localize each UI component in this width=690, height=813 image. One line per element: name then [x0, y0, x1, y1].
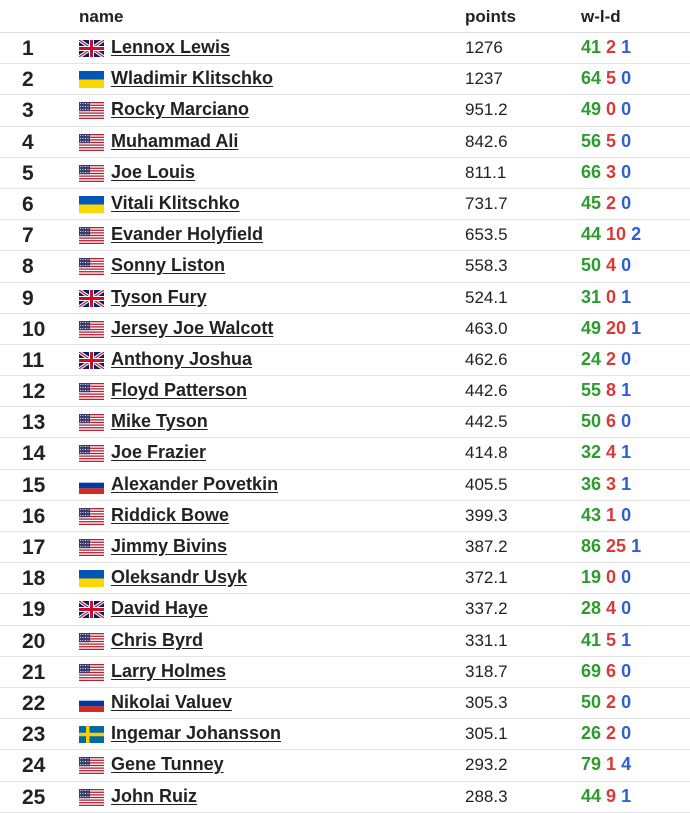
- table-row: [0, 470, 690, 501]
- points-value: 405.5: [465, 474, 508, 494]
- table-row: [0, 782, 690, 813]
- losses-count: 6: [606, 411, 617, 432]
- wins-count: 41: [581, 37, 602, 57]
- fighter-name-link[interactable]: Alexander Povetkin: [111, 473, 279, 494]
- draws-count: 0: [621, 598, 632, 619]
- us-flag-icon: [79, 102, 104, 119]
- wins-count: 50: [581, 411, 602, 432]
- wins-count: 31: [581, 286, 602, 307]
- us-flag-icon: [79, 664, 104, 681]
- wins-count: 66: [581, 161, 602, 182]
- points-value: 293.2: [465, 755, 508, 775]
- losses-count: 25: [606, 536, 627, 556]
- fighter-name-link[interactable]: David Haye: [111, 598, 209, 619]
- rank-number: 17: [22, 536, 46, 559]
- losses-count: 2: [606, 37, 617, 57]
- fighter-name-link[interactable]: Riddick Bowe: [111, 504, 230, 525]
- wld-record: [581, 786, 631, 807]
- losses-count: 0: [606, 286, 617, 307]
- wins-count: 50: [581, 255, 602, 276]
- wins-count: 41: [581, 629, 602, 650]
- rank-number: 11: [22, 348, 45, 372]
- losses-count: 8: [606, 380, 617, 401]
- us-flag-icon: [79, 321, 104, 338]
- losses-count: 9: [606, 785, 617, 806]
- draws-count: 0: [621, 348, 632, 369]
- table-row: [0, 563, 690, 594]
- us-flag-icon: [79, 414, 104, 431]
- wins-count: 36: [581, 473, 602, 494]
- rank-number: 6: [22, 192, 34, 216]
- rank-number: 13: [22, 411, 46, 435]
- wld-record: [581, 411, 631, 432]
- wld-record: [581, 349, 631, 370]
- losses-count: 1: [606, 754, 617, 775]
- rank-number: 2: [22, 68, 34, 92]
- table-row: [0, 127, 690, 158]
- draws-count: 1: [621, 473, 632, 494]
- table-row: [0, 314, 690, 345]
- us-flag-icon: [79, 258, 104, 275]
- rank-number: 7: [22, 224, 34, 248]
- losses-count: 2: [606, 348, 617, 369]
- wins-count: 44: [581, 785, 602, 806]
- wld-record: [581, 754, 631, 775]
- header-wld: w-l-d: [581, 7, 621, 26]
- wld-record: [581, 99, 631, 120]
- wld-record: [581, 224, 641, 245]
- wins-count: 55: [581, 380, 602, 401]
- points-value: 951.2: [465, 100, 508, 120]
- rank-number: 22: [22, 691, 46, 715]
- wld-record: [581, 505, 631, 526]
- table-row: [0, 594, 690, 625]
- table-row: [0, 750, 690, 781]
- table-row: [0, 158, 690, 189]
- losses-count: 4: [606, 598, 617, 619]
- us-flag-icon: [79, 789, 104, 806]
- wld-record: [581, 474, 631, 495]
- losses-count: 20: [606, 317, 627, 338]
- ukraine-flag-icon: [79, 570, 104, 587]
- wld-record: [581, 598, 631, 619]
- fighter-name-link[interactable]: Mike Tyson: [111, 411, 208, 432]
- losses-count: 2: [606, 691, 617, 712]
- points-value: 842.6: [465, 131, 508, 151]
- us-flag-icon: [79, 508, 104, 525]
- table-row: [0, 532, 690, 563]
- wins-count: 44: [581, 224, 602, 245]
- us-flag-icon: [79, 445, 104, 462]
- wins-count: 49: [581, 99, 602, 120]
- losses-count: 5: [606, 629, 617, 650]
- rank-number: 15: [22, 473, 46, 497]
- wld-record: [581, 131, 631, 152]
- rank-number: 14: [22, 442, 46, 466]
- header-points: points: [465, 7, 516, 26]
- points-value: 462.6: [465, 349, 508, 369]
- wins-count: 56: [581, 130, 602, 151]
- uk-flag-icon: [79, 40, 104, 57]
- table-row: [0, 283, 690, 314]
- draws-count: 4: [621, 754, 632, 775]
- header-name: name: [79, 7, 124, 26]
- uk-flag-icon: [79, 601, 104, 618]
- draws-count: 1: [621, 286, 632, 307]
- draws-count: 0: [621, 567, 632, 588]
- table-row: [0, 220, 690, 251]
- losses-count: 1: [606, 504, 617, 525]
- table-row: [0, 33, 690, 64]
- draws-count: 0: [621, 99, 632, 120]
- table-row: [0, 64, 690, 95]
- points-value: 731.7: [465, 193, 508, 213]
- us-flag-icon: [79, 383, 104, 400]
- rank-number: 20: [22, 629, 46, 653]
- fighter-name-link[interactable]: Floyd Patterson: [111, 380, 248, 401]
- points-value: 414.8: [465, 443, 508, 463]
- draws-count: 1: [621, 785, 632, 806]
- points-value: 399.3: [465, 505, 508, 525]
- table-row: [0, 189, 690, 220]
- rank-number: 10: [22, 317, 46, 341]
- draws-count: 0: [621, 192, 632, 213]
- losses-count: 2: [606, 723, 617, 744]
- fighter-name-link[interactable]: Jimmy Bivins: [111, 536, 228, 556]
- rank-number: 8: [22, 255, 34, 279]
- table-row: [0, 626, 690, 657]
- table-row: [0, 251, 690, 282]
- sweden-flag-icon: [79, 726, 104, 743]
- losses-count: 3: [606, 161, 617, 182]
- losses-count: 4: [606, 255, 617, 276]
- fighter-name-link[interactable]: Ingemar Johansson: [111, 723, 282, 744]
- table-row: [0, 657, 690, 688]
- losses-count: 2: [606, 192, 617, 213]
- table-row: [0, 376, 690, 407]
- draws-count: 1: [621, 442, 632, 463]
- wld-record: [581, 723, 631, 744]
- losses-count: 0: [606, 567, 617, 588]
- losses-count: 10: [606, 224, 627, 245]
- wins-count: 49: [581, 317, 602, 338]
- rank-number: 21: [22, 660, 46, 684]
- fighter-name-link[interactable]: Lennox Lewis: [111, 37, 231, 57]
- draws-count: 1: [621, 380, 632, 401]
- wins-count: 24: [581, 348, 602, 369]
- fighter-name-link[interactable]: Joe Louis: [111, 161, 196, 182]
- wld-record: [581, 37, 631, 58]
- russia-flag-icon: [79, 477, 104, 494]
- table-row: [0, 501, 690, 532]
- wld-record: [581, 162, 631, 183]
- us-flag-icon: [79, 134, 104, 151]
- fighter-name-link[interactable]: Chris Byrd: [111, 629, 204, 650]
- uk-flag-icon: [79, 352, 104, 369]
- draws-count: 2: [631, 224, 642, 245]
- wins-count: 86: [581, 536, 602, 556]
- wld-record: [581, 536, 641, 557]
- rank-number: 24: [22, 754, 46, 778]
- wins-count: 64: [581, 68, 602, 89]
- points-value: 305.1: [465, 724, 508, 744]
- fighter-name-link[interactable]: Oleksandr Usyk: [111, 567, 248, 588]
- wins-count: 32: [581, 442, 602, 463]
- rank-number: 18: [22, 567, 46, 591]
- rank-number: 16: [22, 504, 46, 528]
- points-value: 318.7: [465, 661, 508, 681]
- wins-count: 26: [581, 723, 602, 744]
- losses-count: 3: [606, 473, 617, 494]
- rank-number: 5: [22, 161, 34, 185]
- wld-record: [581, 567, 631, 588]
- rank-number: 23: [22, 723, 46, 747]
- us-flag-icon: [79, 757, 104, 774]
- points-value: 811.1: [465, 162, 507, 182]
- fighter-name-link[interactable]: Vitali Klitschko: [111, 192, 240, 213]
- us-flag-icon: [79, 227, 104, 244]
- points-value: 305.3: [465, 692, 508, 712]
- wld-record: [581, 380, 631, 401]
- table-body: [0, 33, 690, 813]
- losses-count: 6: [606, 660, 617, 681]
- rank-number: 25: [22, 785, 46, 809]
- wld-record: [581, 318, 641, 339]
- points-value: 331.1: [465, 630, 508, 650]
- table-row: [0, 719, 690, 750]
- fighter-name-link[interactable]: Evander Holyfield: [111, 224, 264, 245]
- russia-flag-icon: [79, 695, 104, 712]
- us-flag-icon: [79, 539, 104, 556]
- fighter-name-link[interactable]: Larry Holmes: [111, 660, 227, 681]
- draws-count: 0: [621, 504, 632, 525]
- points-value: 524.1: [465, 287, 508, 307]
- wld-record: [581, 193, 631, 214]
- table-row: [0, 95, 690, 126]
- table-header: [0, 0, 690, 33]
- points-value: 442.5: [465, 412, 508, 432]
- draws-count: 0: [621, 130, 632, 151]
- points-value: 387.2: [465, 537, 508, 556]
- wld-record: [581, 68, 631, 89]
- fighter-name-link[interactable]: Muhammad Ali: [111, 130, 239, 151]
- wins-count: 28: [581, 598, 602, 619]
- draws-count: 0: [621, 161, 632, 182]
- us-flag-icon: [79, 165, 104, 182]
- fighter-name-link[interactable]: Sonny Liston: [111, 255, 225, 276]
- fighter-name-link[interactable]: Rocky Marciano: [111, 99, 250, 120]
- rank-number: 1: [22, 37, 34, 60]
- wld-record: [581, 630, 631, 651]
- wld-record: [581, 692, 631, 713]
- losses-count: 4: [606, 442, 617, 463]
- draws-count: 0: [621, 723, 632, 744]
- wld-record: [581, 287, 631, 308]
- rank-number: 12: [22, 380, 46, 404]
- draws-count: 0: [621, 660, 632, 681]
- losses-count: 0: [606, 99, 617, 120]
- draws-count: 0: [621, 255, 632, 276]
- fighter-name-link[interactable]: John Ruiz: [111, 785, 197, 806]
- points-value: 1237: [465, 69, 503, 89]
- rank-number: 19: [22, 598, 46, 622]
- table-row: [0, 345, 690, 376]
- table-row: [0, 438, 690, 469]
- wld-record: [581, 255, 631, 276]
- draws-count: 1: [621, 629, 632, 650]
- wins-count: 50: [581, 691, 602, 712]
- points-value: 442.6: [465, 381, 508, 401]
- rank-number: 3: [22, 99, 34, 123]
- wins-count: 79: [581, 754, 602, 775]
- wld-record: [581, 661, 631, 682]
- fighter-name-link[interactable]: Tyson Fury: [111, 286, 207, 307]
- points-value: 558.3: [465, 256, 508, 276]
- us-flag-icon: [79, 633, 104, 650]
- rank-number: 9: [22, 286, 34, 310]
- points-value: 288.3: [465, 786, 508, 806]
- wins-count: 19: [581, 567, 602, 588]
- rank-number: 4: [22, 130, 34, 154]
- ukraine-flag-icon: [79, 71, 104, 88]
- fighter-name-link[interactable]: Nikolai Valuev: [111, 691, 233, 712]
- points-value: 337.2: [465, 599, 508, 619]
- fighter-name-link[interactable]: Joe Frazier: [111, 442, 207, 463]
- wins-count: 43: [581, 504, 602, 525]
- ukraine-flag-icon: [79, 196, 104, 213]
- fighter-name-link[interactable]: Jersey Joe Walcott: [111, 317, 274, 338]
- draws-count: 0: [621, 411, 632, 432]
- points-value: 463.0: [465, 318, 508, 338]
- draws-count: 1: [621, 37, 632, 57]
- draws-count: 1: [631, 536, 642, 556]
- points-value: 653.5: [465, 225, 508, 245]
- draws-count: 0: [621, 68, 632, 89]
- points-value: 1276: [465, 38, 503, 57]
- draws-count: 1: [631, 317, 642, 338]
- table-row: [0, 407, 690, 438]
- losses-count: 5: [606, 68, 617, 89]
- wld-record: [581, 442, 631, 463]
- wins-count: 69: [581, 660, 602, 681]
- fighter-name-link[interactable]: Wladimir Klitschko: [111, 68, 274, 89]
- points-value: 372.1: [465, 568, 508, 588]
- losses-count: 5: [606, 130, 617, 151]
- uk-flag-icon: [79, 290, 104, 307]
- fighter-name-link[interactable]: Gene Tunney: [111, 754, 224, 775]
- table-row: [0, 688, 690, 719]
- fighter-name-link[interactable]: Anthony Joshua: [111, 348, 253, 369]
- wins-count: 45: [581, 192, 602, 213]
- draws-count: 0: [621, 691, 632, 712]
